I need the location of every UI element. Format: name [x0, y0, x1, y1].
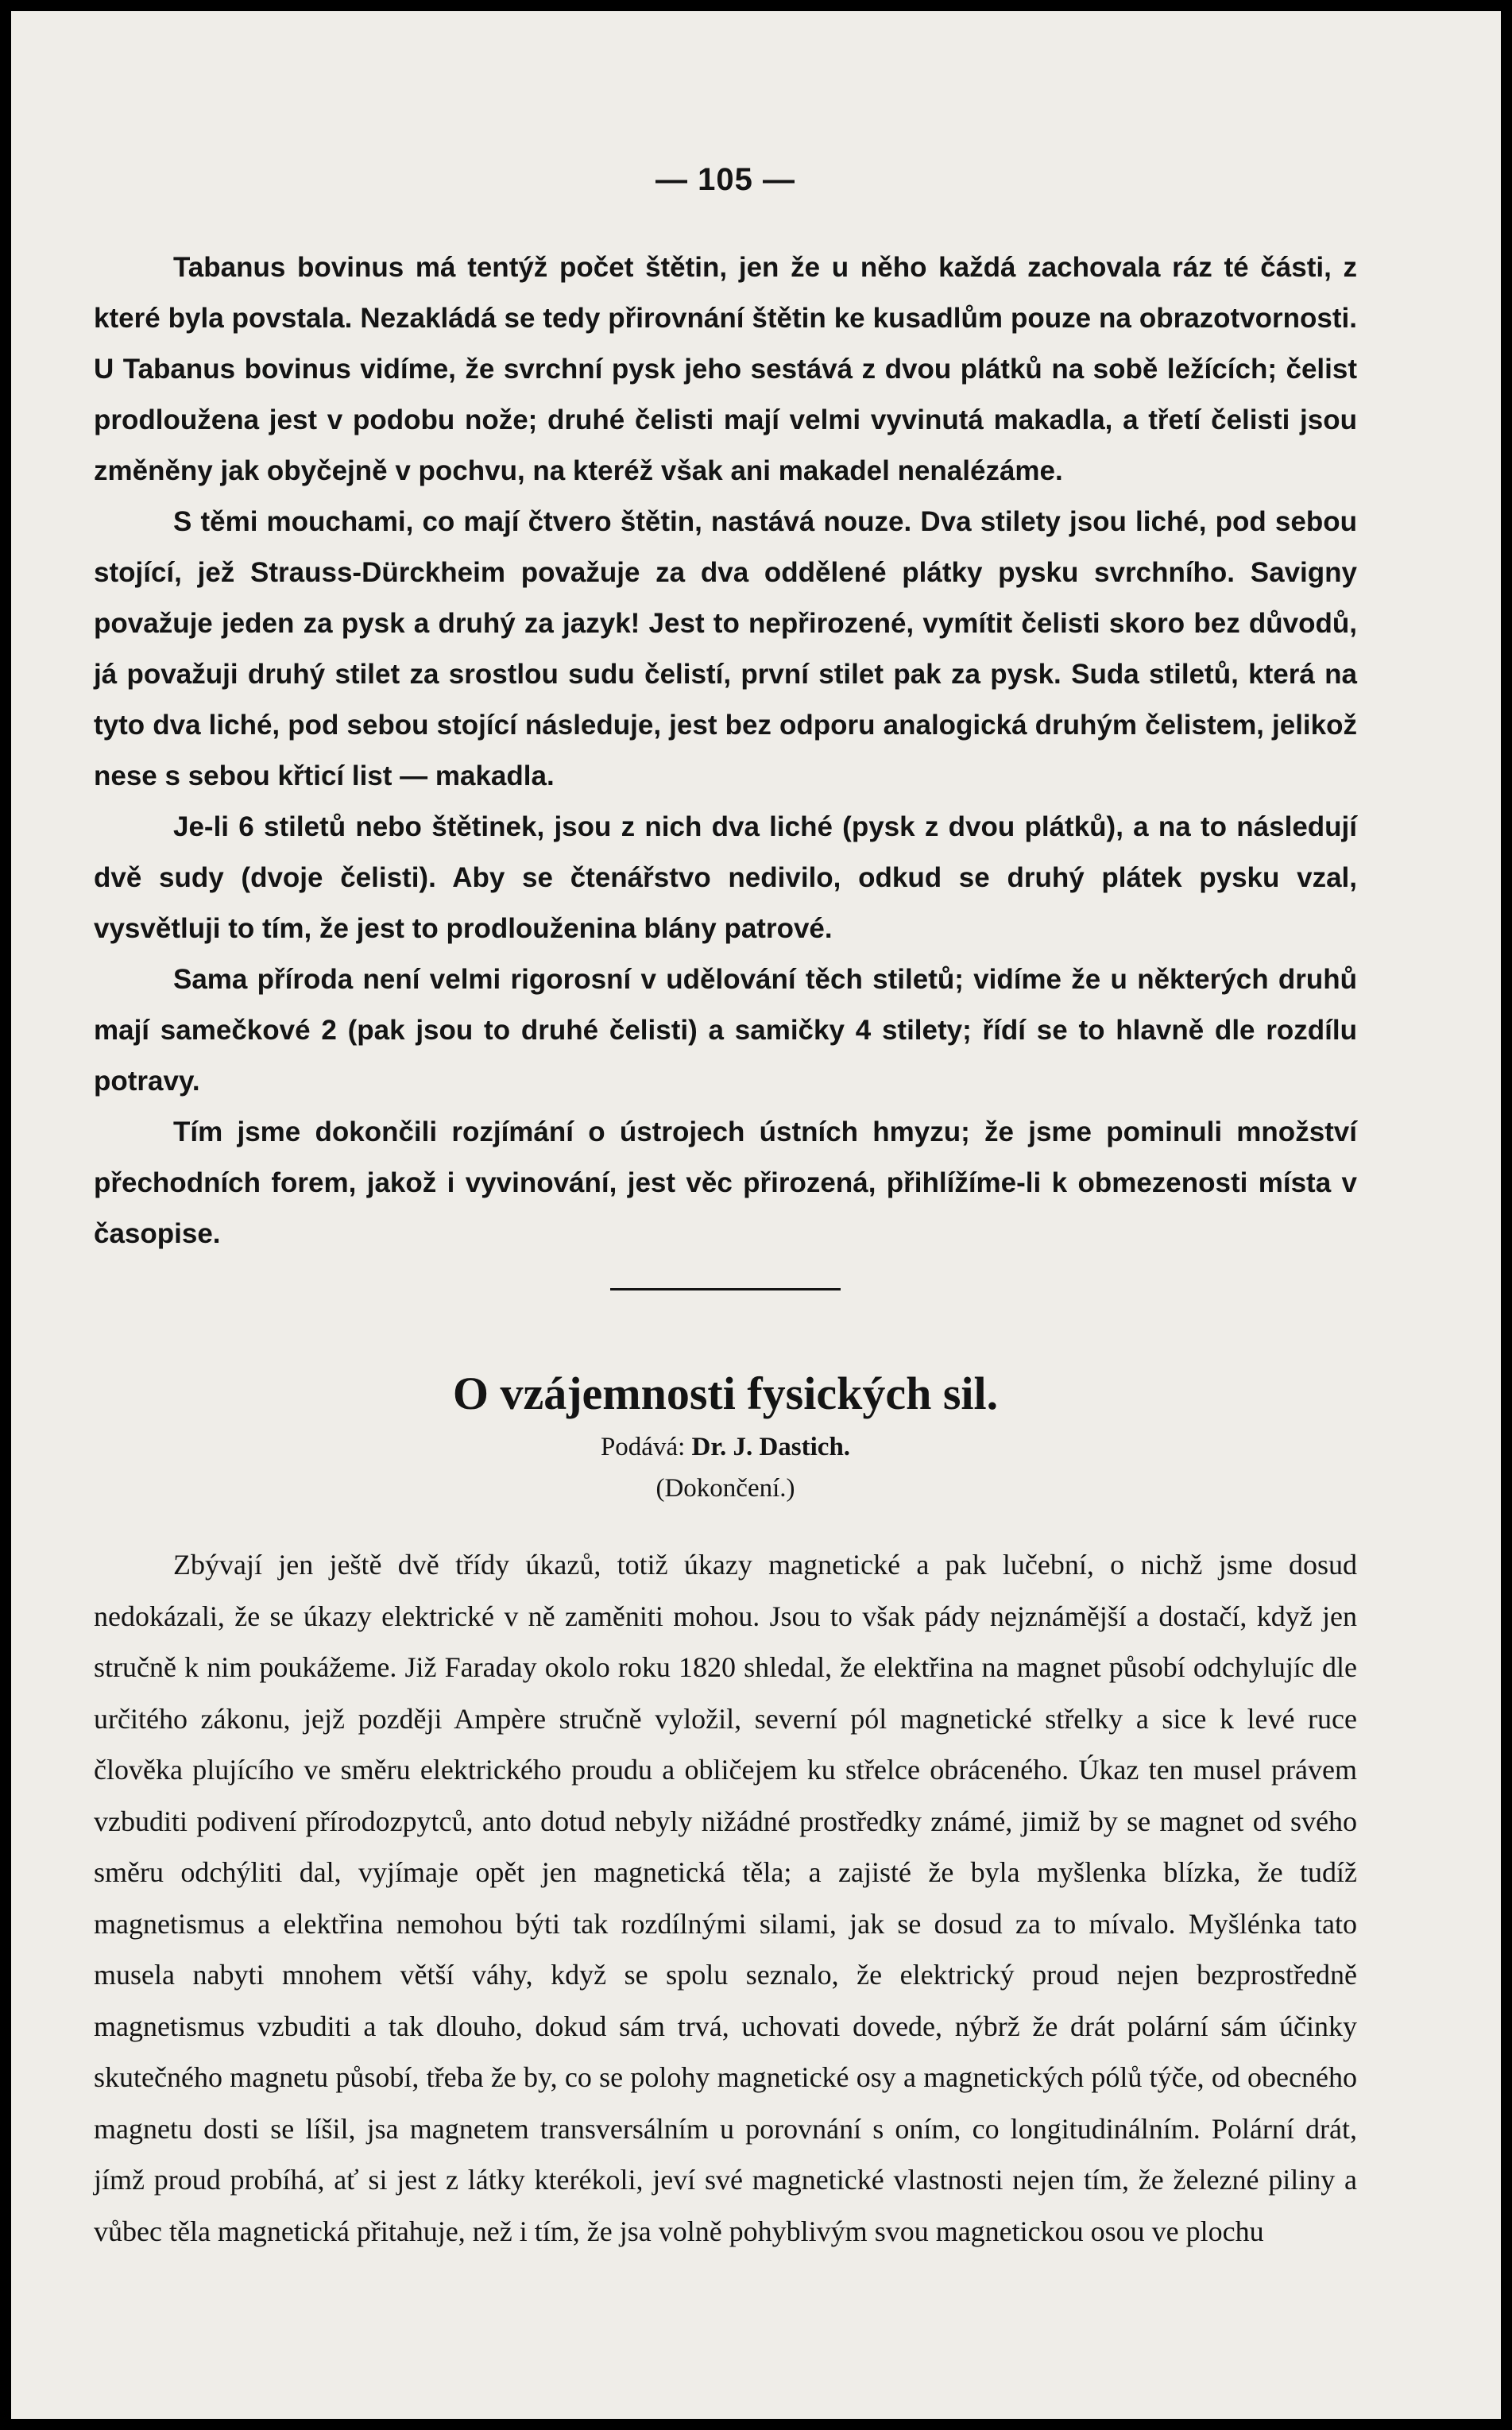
document-page [11, 11, 1501, 2419]
divider-line [610, 1288, 841, 1290]
page-number: — 105 — [655, 162, 795, 197]
paragraph: Tabanus bovinus má tentýž počet štětin, jen že u něho každá zachovala ráz té části, z které byla povstala. Nezakládá se tedy přirovnání štětin ke kusadlům pouze na obrazotvornosti. U Tabanus bovinus vidíme, že svrchní pysk jeho sestává z dvou plátků na sobě ležících; čelist prodloužena jest v podobu nože; druhé čelisti mají velmi vyvinutá makadla, a třetí čelisti jsou změněny jak obyčejně v pochvu, na kteréž však ani makadel nenalézáme. [94, 252, 1357, 486]
paragraph: Sama příroda není velmi rigorosní v udělování těch stiletů; vidíme že u některých druhů mají samečkové 2 (pak jsou to druhé čelisti) a samičky 4 stilety; řídí se to hlavně dle rozdílu potravy. [94, 964, 1357, 1097]
section-divider [94, 1288, 1357, 1366]
article-title: O vzájemnosti fysických sil. [452, 1368, 999, 1419]
paragraph: Tím jsme dokončili rozjímání o ústrojech ústních hmyzu; že jsme pominuli množství přechodních forem, jakož i vyvinování, jest věc přirozená, přihlížíme-li k obmezenosti místa v časopise. [94, 1116, 1357, 1249]
continuation-note: (Dokončení.) [655, 1474, 795, 1503]
paragraph: Je-li 6 stiletů nebo štětinek, jsou z nich dva liché (pysk z dvou plátků), a na to následují dvě sudy (dvoje čelisti). Aby se čtenářstvo nedivilo, odkud se druhý plátek pysku vzal, vysvětluji to tím, že jest to prodlouženina blány patrové. [94, 811, 1357, 944]
byline [94, 1428, 1357, 1466]
paragraph: Zbývají jen ještě dvě třídy úkazů, totiž úkazy magnetické a pak lučební, o nichž jsme dosud nedokázali, že se úkazy elektrické v ně zaměniti mohou. Jsou to však pády nejznámější a dostačí, když jen stručně k nim poukážeme. Již Faraday okolo roku 1820 shledal, že elektřina na magnet působí odchylujíc dle určitého zákonu, jejž později Ampère stručně vyložil, severní pól magnetické střelky a sice k levé ruce člověka plujícího ve směru elektrického proudu a obličejem ku střelce obráceného. Úkaz ten musel právem vzbuditi podivení přírodozpytců, anto dotud nebyly nižádné prostředky známé, jimiž by se magnet od svého směru odchýliti dal, vyjímaje opět jen magnetická těla; a zajisté že byla myšlenka blízka, že tudíž magnetismus a elektřina nemohou býti tak rozdílnými silami, jak se dosud za to mívalo. Myšlénka tato musela nabyti mnohem větší váhy, když se spolu seznalo, že elektrický proud nejen bezprostředně magnetismus vzbuditi a tak dlouho, dokud sám trvá, uchovati dovede, nýbrž že drát polární sám účinky skutečného magnetu působí, třeba že by, co se polohy magnetické osy a magnetických pólů týče, od obecného magnetu dosti se líšil, jsa magnetem transversálním u porovnání s oním, co longitudinálním. Polární drát, jímž proud probíhá, ať si jest z látky kterékoli, jeví své magnetické vlastnosti nejen tím, že železné piliny a vůbec těla magnetická přitahuje, než i tím, že jsa volně pohyblivým svou magnetickou osou ve plochu [94, 1549, 1357, 2247]
page-content [94, 162, 1357, 2257]
byline-author: Dr. J. Dastich. [691, 1433, 851, 1461]
paragraph: S těmi mouchami, co mají čtvero štětin, nastává nouze. Dva stilety jsou liché, pod sebou stojící, jež Strauss-Dürckheim považuje za dva oddělené plátky pysku svrchního. Savigny považuje jeden za pysk a druhý za jazyk! Jest to nepřirozené, vymítit čelisti skoro bez důvodů, já považuji druhý stilet za srostlou sudu čelistí, první stilet pak za pysk. Suda stiletů, která na tyto dva liché, pod sebou stojící následuje, jest bez odporu analogická druhým čelistem, jelikož nese s sebou křticí list — makadla. [94, 506, 1357, 791]
byline-label: Podává: [600, 1433, 686, 1461]
